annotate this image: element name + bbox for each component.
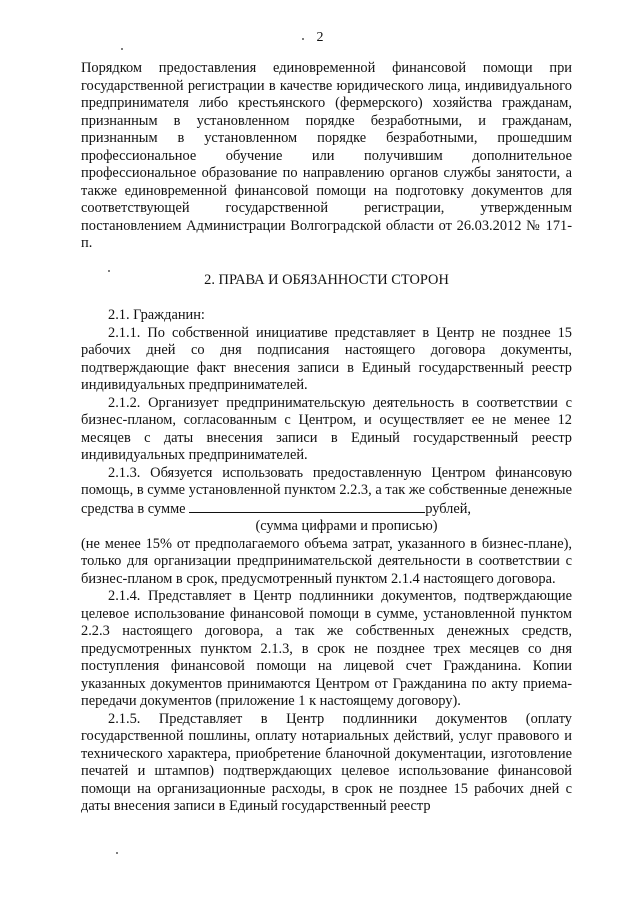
- clause-2-1-2: 2.1.2. Организует предпринимательскую деятельность в соответствии с бизнес-планом, согласованным с Центром, и осуществляет ее не менее 12 месяцев с даты внесения записи в Единый государственный реестр индивидуальных предпринимателей.: [81, 394, 572, 463]
- clause-2-1-3-text: 2.1.3. Обязуется использовать предоставленную Центром финансовую помощь, в сумме установленной пунктом 2.2.3, а так же собственные денежные средства в сумме: [81, 464, 572, 517]
- clause-2-1: 2.1. Гражданин:: [108, 307, 205, 323]
- amount-hint: (сумма цифрами и прописью): [255, 518, 438, 534]
- clause-2-1-3: [81, 465, 572, 519]
- document-body: [81, 60, 572, 816]
- scan-speck: [108, 270, 110, 272]
- clause-2-1-5: 2.1.5. Представляет в Центр подлинники документов (оплату государственной пошлины, оплату нотариальных действий, услуг правового и технического характера, приобретение бланочной документации, изготовление печатей и штампов) подтверждающих целевое использование финансовой помощи на организационные расходы, в срок не позднее 15 рабочих дней с даты внесения записи в Единый государственный реестр: [81, 710, 572, 814]
- scan-speck: [116, 852, 118, 854]
- currency-label: рублей,: [425, 500, 472, 517]
- scan-speck: [302, 38, 304, 40]
- intro-paragraph: Порядком предоставления единовременной финансовой помощи при государственной регистрации в качестве юридического лица, индивидуального предпринимателя либо крестьянского (фермерского) хозяйства гражданам, признанным в установленном порядке безработными, и гражданам, признанным в установленном порядке безработными, прошедшим профессиональное обучение или получившим дополнительное профессиональное образование по направлению органов службы занятости, а также единовременной финансовой помощи на подготовку документов для соответствующей государственной регистрации, утвержденным постановлением Администрации Волгоградской области от 26.03.2012 № 171-п.: [81, 60, 572, 251]
- clause-2-1-3-continued: (не менее 15% от предполагаемого объема затрат, указанного в бизнес-плане), только для организации предпринимательской деятельности в соответствии с бизнес-планом в срок, предусмотренный пунктом 2.1.4 настоящего договора.: [81, 535, 572, 587]
- clause-2-1-1: 2.1.1. По собственной инициативе представляет в Центр не позднее 15 рабочих дней со дня подписания настоящего договора документы, подтверждающие факт внесения записи в Единый государственный реестр индивидуальных предпринимателей.: [81, 324, 572, 393]
- page-number: 2: [316, 30, 324, 45]
- scan-speck: [121, 48, 123, 50]
- amount-blank-field[interactable]: [189, 500, 425, 513]
- section-heading: 2. ПРАВА И ОБЯЗАННОСТИ СТОРОН: [204, 271, 449, 288]
- clause-2-1-4: 2.1.4. Представляет в Центр подлинники документов, подтверждающие целевое использование финансовой помощи в сумме, установленной пунктом 2.2.3 настоящего договора, а так же собственных денежных средств, предусмотренных пунктом 2.1.3, в срок не позднее трех месяцев со дня поступления финансовой помощи на лицевой счет Гражданина. Копии указанных документов принимаются Центром от Гражданина по акту приема-передачи документов (приложение 1 к настоящему договору).: [81, 588, 572, 709]
